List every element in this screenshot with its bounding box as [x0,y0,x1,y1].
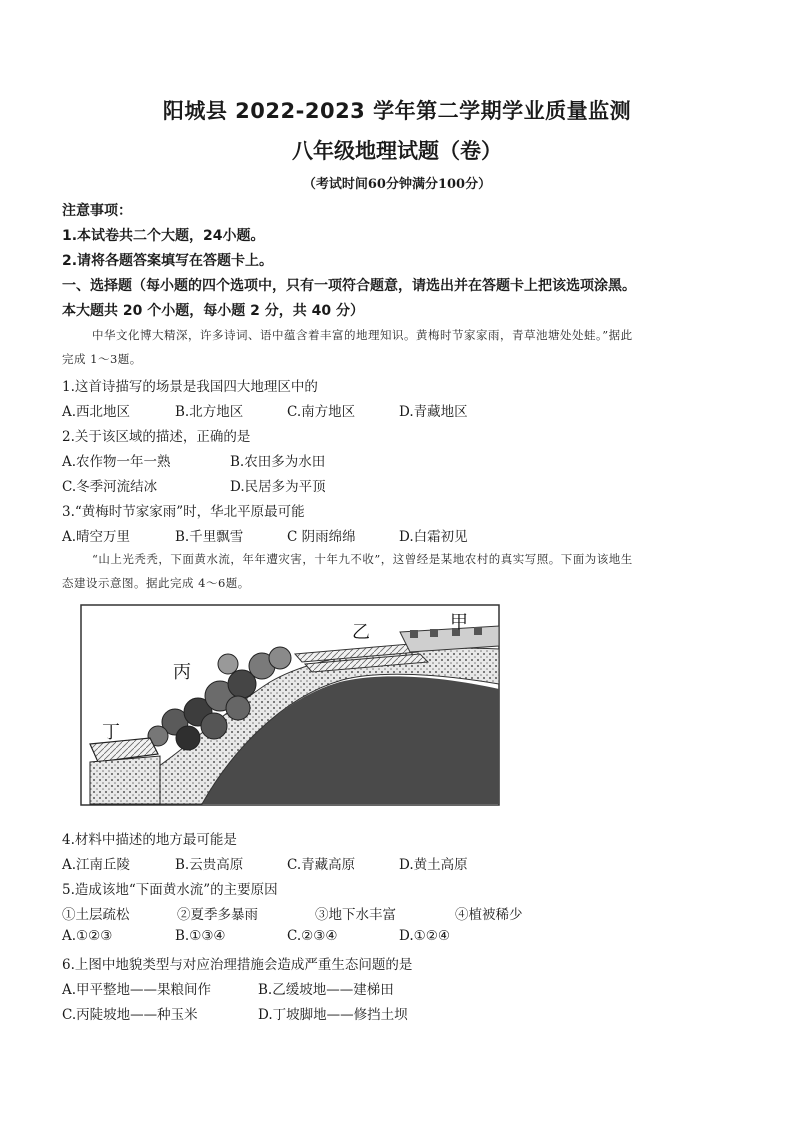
note-item-1: 1.本试卷共二个大题，24小题。 [62,228,265,244]
q5-option-d: D.①②④ [399,928,450,944]
notes-heading: 注意事项： [62,203,132,219]
q6-option-d: D.丁坡脚地——修挡土坝 [258,1007,408,1023]
q5-factor-3: ③地下水丰富 [315,907,396,923]
q5-stem: 5.造成该地“下面黄水流”的主要原因 [62,882,278,898]
q2-option-d: D.民居多为平顶 [230,479,326,495]
q6-option-a: A.甲平整地——果粮间作 [62,982,212,998]
section1-heading: 一、选择题（每小题的四个选项中，只有一项符合题意，请选出并在答题卡上把该选项涂黑。 [62,278,636,294]
note-item-2: 2.请将各题答案填写在答题卡上。 [62,253,274,269]
q3-option-a: A.晴空万里 [62,529,131,545]
exam-time-info: （考试时间60分钟满分100分） [302,177,492,192]
passage1-line1: 中华文化博大精深，许多诗词、语中蕴含着丰富的地理知识。黄梅时节家家雨，青草池塘处处蛙。”据此 [92,328,633,342]
q3-stem: 3.“黄梅时节家家雨”时，华北平原最可能 [62,504,305,520]
q3-option-c: C 阴雨绵绵 [287,529,356,545]
q5-option-c: C.②③④ [287,928,338,944]
q4-option-d: D.黄土高原 [399,857,468,873]
q4-option-a: A.江南丘陵 [62,857,131,873]
q1-option-c: C.南方地区 [287,404,356,420]
ecology-diagram [80,604,500,806]
q2-stem: 2.关于该区域的描述，正确的是 [62,429,251,445]
q5-factor-2: ②夏季多暴雨 [177,907,258,923]
q1-option-a: A.西北地区 [62,404,131,420]
passage1-line2: 完成 1～3题。 [62,352,142,366]
q1-option-b: B.北方地区 [175,404,244,420]
label-yi: 乙 [352,622,370,643]
q5-factor-1: ①土层疏松 [62,907,130,923]
q4-option-c: C.青藏高原 [287,857,356,873]
q5-factor-4: ④植被稀少 [455,907,523,923]
q2-option-b: B.农田多为水田 [230,454,326,470]
q1-stem: 1.这首诗描写的场景是我国四大地理区中的 [62,379,318,395]
q1-option-d: D.青藏地区 [399,404,468,420]
q4-option-b: B.云贵高原 [175,857,244,873]
label-bing: 丙 [173,662,191,683]
exam-title: 阳城县 2022-2023 学年第二学期学业质量监测 [162,99,632,123]
q4-stem: 4.材料中描述的地方最可能是 [62,832,237,848]
q5-option-b: B.①③④ [175,928,226,944]
q2-option-c: C.冬季河流结冰 [62,479,158,495]
label-jia: 甲 [450,612,468,633]
passage2-line1: “山上光秃秃，下面黄水流，年年遭灾害，十年九不收”，这曾经是某地农村的真实写照。下面为该地生 [92,552,633,566]
passage2-line2: 态建设示意图。据此完成 4～6题。 [62,576,250,590]
q6-option-c: C.丙陡坡地——种玉米 [62,1007,198,1023]
q6-option-b: B.乙缓坡地——建梯田 [258,982,394,998]
q3-option-d: D.白霜初见 [399,529,468,545]
q6-stem: 6.上图中地貌类型与对应治理措施会造成严重生态问题的是 [62,957,413,973]
q3-option-b: B.千里飘雪 [175,529,244,545]
q5-option-a: A.①②③ [62,928,113,944]
exam-subtitle: 八年级地理试题（卷） [292,139,502,163]
section1-heading-cont: 本大题共 20 个小题，每小题 2 分，共 40 分） [62,303,364,319]
label-ding: 丁 [102,722,120,743]
q2-option-a: A.农作物一年一熟 [62,454,171,470]
